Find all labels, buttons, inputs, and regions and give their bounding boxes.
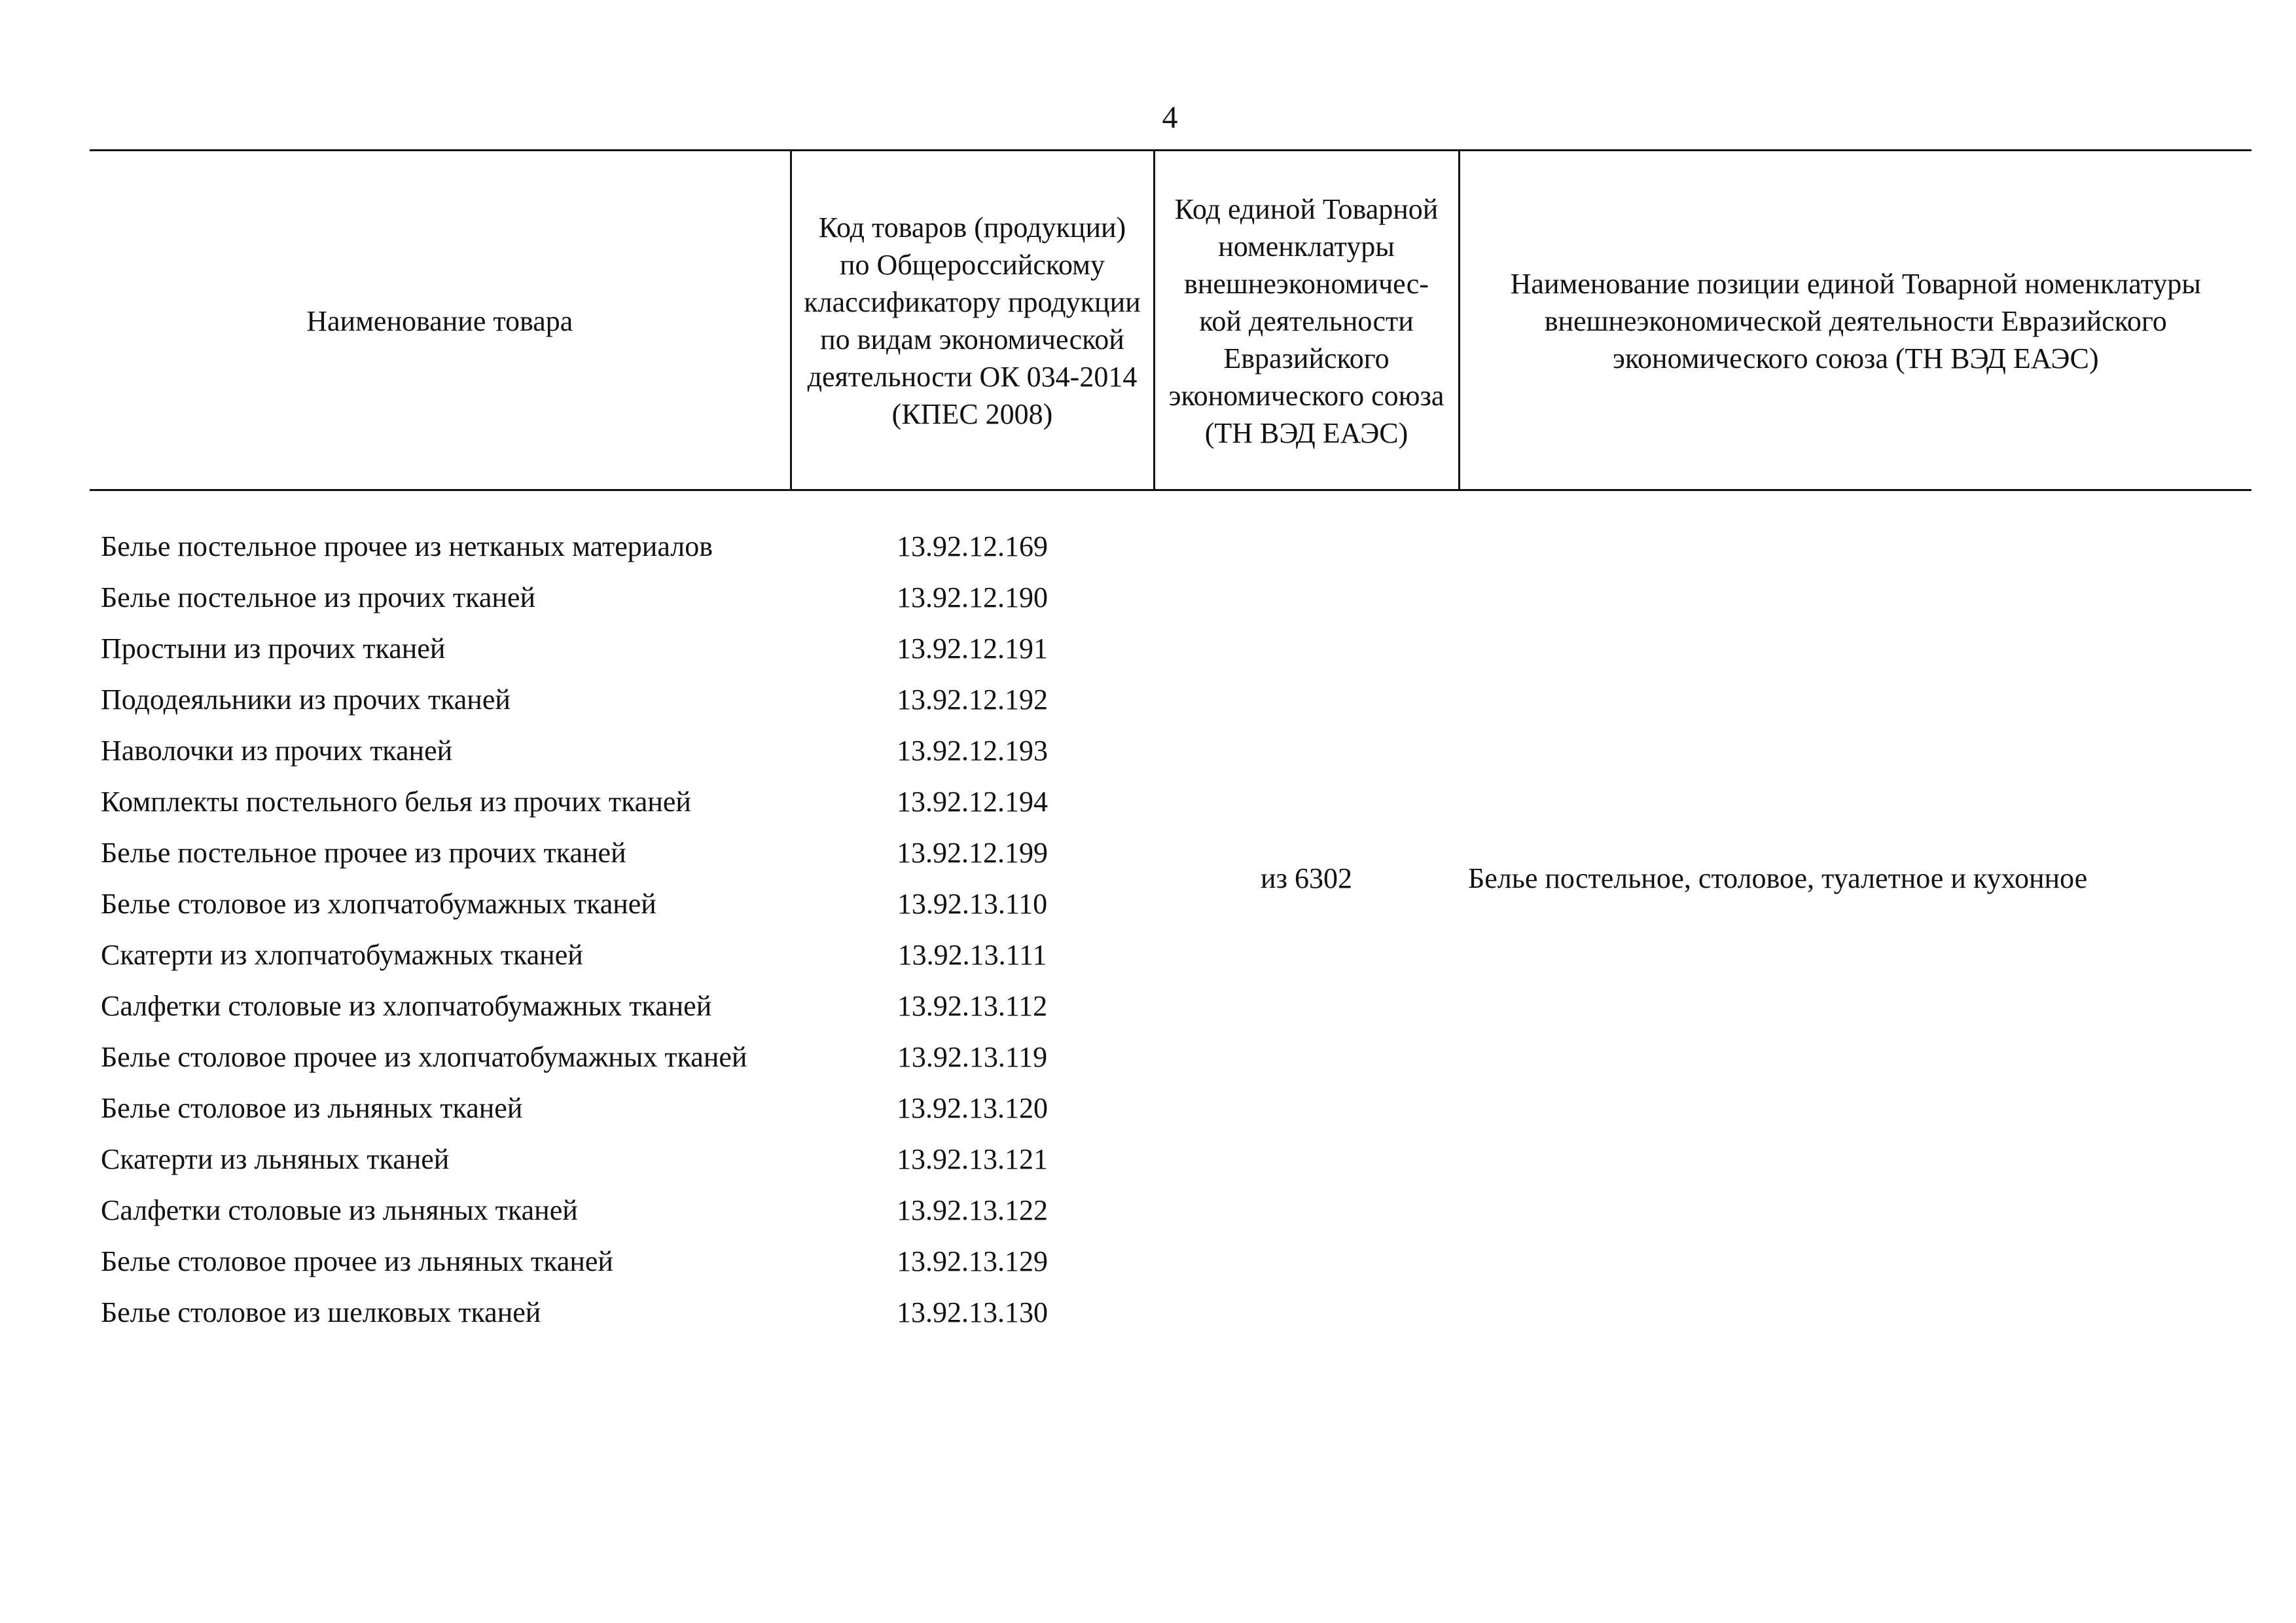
goods-name-cell: Белье постельное прочее из прочих тканей — [101, 837, 626, 869]
okpd-code-cell: 13.92.13.112 — [897, 990, 1048, 1022]
okpd-code-cell: 13.92.12.191 — [897, 632, 1048, 665]
empty-cell — [1459, 1243, 2251, 1294]
okpd-code-cell: 13.92.13.129 — [897, 1245, 1048, 1277]
table-body — [90, 490, 2251, 1345]
header-okpd-code: Код товаров (продукции) по Общероссийскому классификатору продукции по видам экономической деятельности ОК 034-2014 (КПЕС 2008) — [791, 151, 1154, 490]
tnved-name-cell: Белье постельное, столовое, туалетное и кухонное — [1468, 862, 2088, 894]
okpd-code-cell: 13.92.12.199 — [897, 837, 1048, 869]
goods-name-cell: Белье столовое из шелковых тканей — [101, 1296, 541, 1328]
okpd-code-cell: 13.92.12.194 — [897, 786, 1048, 818]
goods-name-cell: Скатерти из хлопчатобумажных тканей — [101, 939, 583, 971]
goods-name-cell: Наволочки из прочих тканей — [101, 735, 453, 767]
table-header — [90, 151, 2251, 490]
goods-name-cell: Комплекты постельного белья из прочих тканей — [101, 786, 691, 818]
okpd-code-cell: 13.92.13.111 — [897, 939, 1047, 971]
goods-name-cell: Простыни из прочих тканей — [101, 632, 446, 665]
okpd-code-cell: 13.92.12.190 — [897, 581, 1048, 613]
okpd-code-cell: 13.92.13.130 — [897, 1296, 1048, 1328]
goods-name-cell: Салфетки столовые из льняных тканей — [101, 1194, 578, 1226]
page-number: 4 — [1162, 100, 1178, 135]
goods-name-cell: Белье столовое прочее из хлопчатобумажных тканей — [101, 1041, 747, 1073]
okpd-code-cell: 13.92.12.193 — [897, 735, 1048, 767]
tnved-code-cell: из 6302 — [1261, 862, 1352, 894]
goods-name-cell: Скатерти из льняных тканей — [101, 1143, 450, 1175]
table-row — [90, 1294, 2251, 1345]
header-tnved-code: Код единой Товарной номенклатуры внешнеэкономичес-кой деятельности Евразийского экономического союза (ТН ВЭД ЕАЭС) — [1154, 151, 1459, 490]
table-row — [90, 1243, 2251, 1294]
goods-table — [90, 149, 2251, 1345]
okpd-code-cell: 13.92.12.192 — [897, 684, 1048, 716]
goods-name-cell: Пододеяльники из прочих тканей — [101, 684, 511, 716]
goods-name-cell: Белье постельное прочее из нетканых материалов — [101, 530, 713, 562]
empty-cell — [1459, 1294, 2251, 1345]
goods-name-cell: Белье столовое прочее из льняных тканей — [101, 1245, 613, 1277]
header-tnved-name: Наименование позиции единой Товарной номенклатуры внешнеэкономической деятельности Евразийского экономического союза (ТН ВЭД ЕАЭС) — [1459, 151, 2251, 490]
empty-cell — [1154, 1294, 1459, 1345]
goods-name-cell: Белье постельное из прочих тканей — [101, 581, 536, 613]
okpd-code-cell: 13.92.13.120 — [897, 1092, 1048, 1124]
empty-cell — [1154, 1243, 1459, 1294]
header-goods-name: Наименование товара — [90, 151, 791, 490]
okpd-code-cell: 13.92.12.169 — [897, 530, 1048, 562]
goods-name-cell: Белье столовое из льняных тканей — [101, 1092, 523, 1124]
okpd-code-cell: 13.92.13.122 — [897, 1194, 1048, 1226]
goods-name-cell: Белье столовое из хлопчатобумажных тканей — [101, 888, 656, 920]
goods-name-cell: Салфетки столовые из хлопчатобумажных тканей — [101, 990, 712, 1022]
okpd-code-cell: 13.92.13.110 — [897, 888, 1048, 920]
okpd-code-cell: 13.92.13.119 — [897, 1041, 1048, 1073]
table-row — [90, 490, 2251, 579]
okpd-code-cell: 13.92.13.121 — [897, 1143, 1048, 1175]
